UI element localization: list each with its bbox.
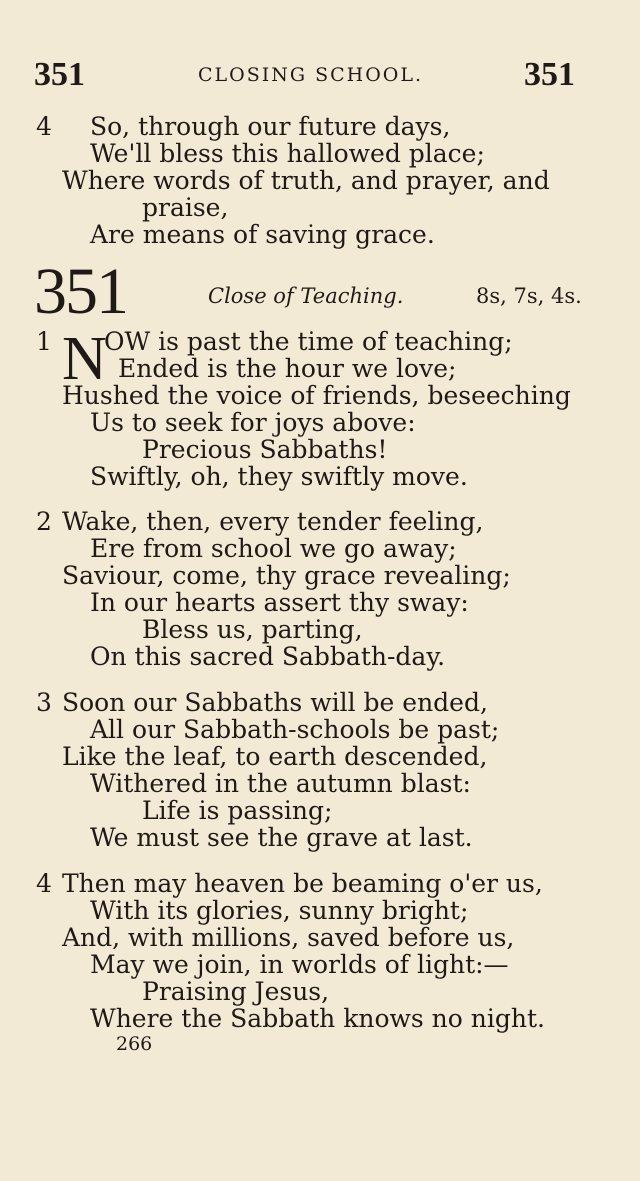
verse-line: On this sacred Sabbath-day. <box>90 642 446 671</box>
verse-line: May we join, in worlds of light:— <box>90 950 509 979</box>
verse-line: With its glories, sunny bright; <box>90 896 469 925</box>
verse-line: Life is passing; <box>142 796 333 825</box>
verse-line: Withered in the autumn blast: <box>90 769 471 798</box>
verse-line: We'll bless this hallowed place; <box>90 139 485 168</box>
verse-number: 2 <box>36 507 52 536</box>
verse-line: In our hearts assert thy sway: <box>90 588 469 617</box>
header-page-number-left: 351 <box>34 56 85 93</box>
verse-line: Are means of saving grace. <box>90 220 435 249</box>
verse-line: Like the leaf, to earth descended, <box>62 742 488 771</box>
verse-line: Then may heaven be beaming o'er us, <box>62 869 543 898</box>
verse-number: 4 <box>36 112 52 141</box>
hymn-title: Close of Teaching. <box>208 284 404 308</box>
verse-line: So, through our future days, <box>90 112 451 141</box>
verse-line: Wake, then, every tender feeling, <box>62 507 484 536</box>
verse-number: 1 <box>36 327 52 356</box>
verse-line: Ere from school we go away; <box>90 534 457 563</box>
verse-line: Saviour, come, thy grace revealing; <box>62 561 511 590</box>
verse-line: Praising Jesus, <box>142 977 330 1006</box>
verse-line: Where the Sabbath knows no night. <box>90 1004 545 1033</box>
verse-line: All our Sabbath-schools be past; <box>90 715 500 744</box>
verse-line: And, with millions, saved before us, <box>62 923 515 952</box>
verse-line: Soon our Sabbaths will be ended, <box>62 688 488 717</box>
verse-number: 4 <box>36 869 52 898</box>
header-page-number-right: 351 <box>524 56 575 93</box>
verse-line: Precious Sabbaths! <box>142 435 388 464</box>
header-title: CLOSING SCHOOL. <box>198 64 424 86</box>
verse-number: 3 <box>36 688 52 717</box>
verse-line: Swiftly, oh, they swiftly move. <box>90 462 468 491</box>
verse-line: We must see the grave at last. <box>90 823 473 852</box>
drop-cap: N <box>62 325 107 393</box>
verse-line: OW is past the time of teaching; <box>104 327 513 356</box>
verse-line: Bless us, parting, <box>142 615 363 644</box>
verse-line: Hushed the voice of friends, beseeching <box>62 381 571 410</box>
verse-line: praise, <box>142 193 229 222</box>
hymn-meter: 8s, 7s, 4s. <box>476 284 582 308</box>
verse-line: Ended is the hour we love; <box>118 354 457 383</box>
hymn-number: 351 <box>34 255 127 328</box>
verse-line: Where words of truth, and prayer, and <box>62 166 550 195</box>
verse-line: Us to seek for joys above: <box>90 408 416 437</box>
footer-page-number: 266 <box>116 1033 153 1055</box>
